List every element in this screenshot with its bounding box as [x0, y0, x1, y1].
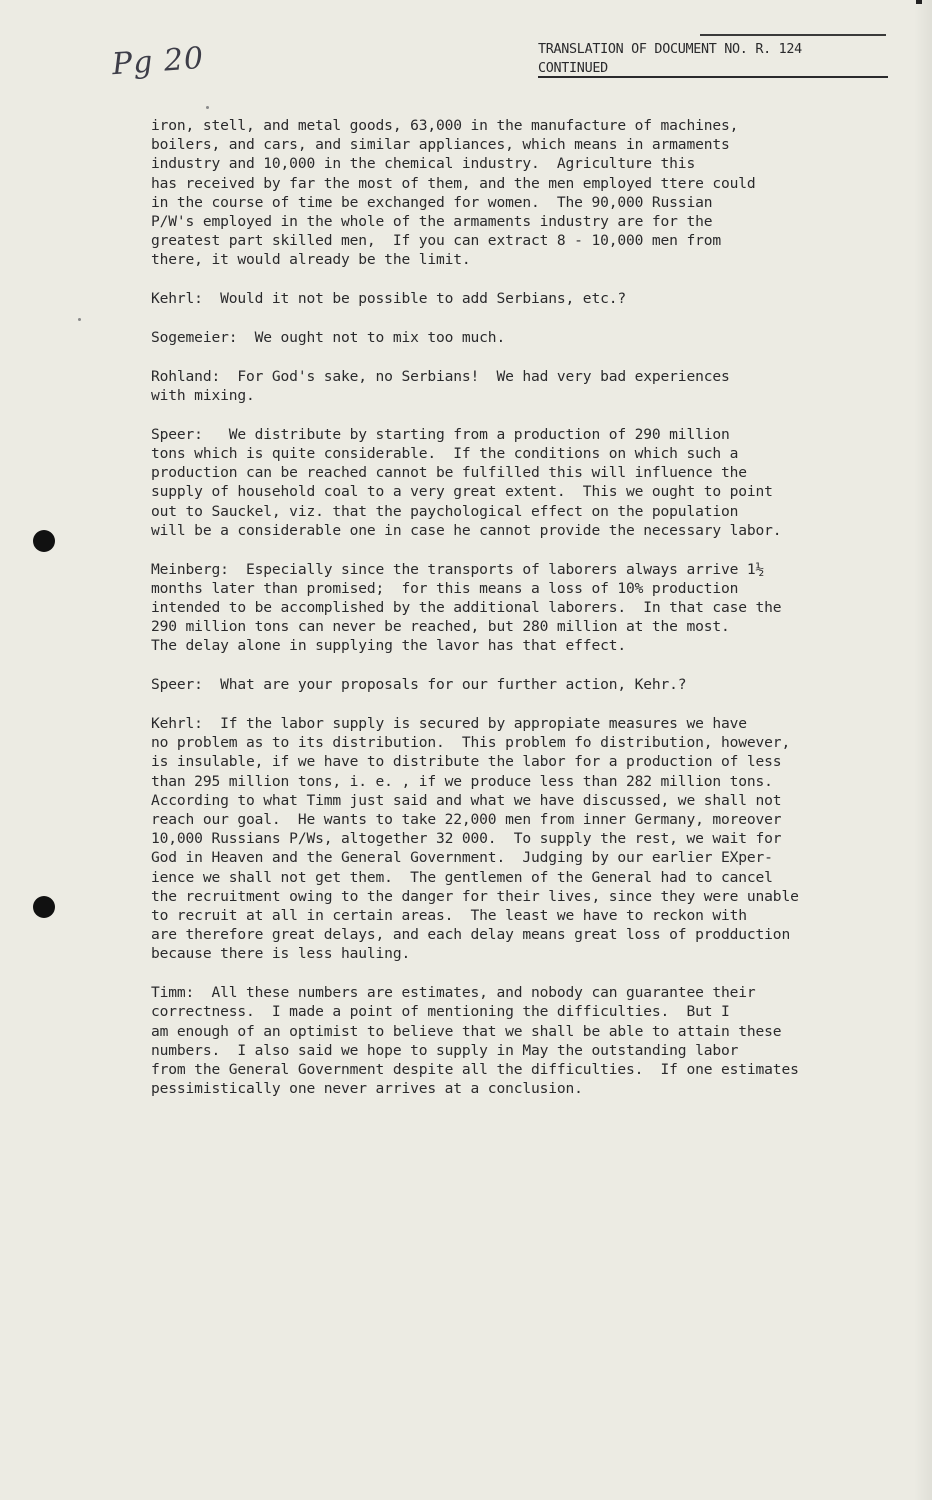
- text-line: Sogemeier: We ought not to mix too much.: [151, 329, 506, 347]
- paper-fleck: [78, 318, 81, 321]
- header-title: TRANSLATION OF DOCUMENT NO. R. 124: [538, 42, 802, 57]
- paragraph-1: [151, 116, 881, 270]
- text-line: am enough of an optimist to believe that we shall be able to attain these: [151, 1022, 782, 1040]
- text-line: Kehrl: If the labor supply is secured by appropiate measures we have: [151, 715, 747, 733]
- paragraph-rohland: [151, 367, 881, 405]
- text-line: Timm: All these numbers are estimates, and nobody can guarantee their: [151, 984, 756, 1002]
- text-line: The delay alone in supplying the lavor has that effect.: [151, 637, 626, 655]
- text-line: than 295 million tons, i. e. , if we produce less than 282 million tons.: [151, 772, 773, 790]
- text-line: iron, stell, and metal goods, 63,000 in the manufacture of machines,: [151, 117, 739, 134]
- text-line: 290 million tons can never be reached, but 280 million at the most.: [151, 618, 730, 636]
- text-line: intended to be accomplished by the additional laborers. In that case the: [151, 599, 782, 617]
- text-line: no problem as to its distribution. This problem fo distribution, however,: [151, 734, 791, 752]
- text-line: Speer: What are your proposals for our further action, Kehr.?: [151, 676, 687, 694]
- corner-mark: [916, 0, 922, 4]
- text-line: Kehrl: Would it not be possible to add Serbians, etc.?: [151, 290, 626, 308]
- punch-hole: [33, 896, 55, 918]
- text-line: According to what Timm just said and what we have discussed, we shall not: [151, 791, 782, 809]
- document-header: [538, 40, 888, 78]
- text-line: boilers, and cars, and similar appliances, which means in armaments: [151, 136, 730, 154]
- text-line: will be a considerable one in case he cannot provide the necessary labor.: [151, 521, 782, 539]
- paragraph-sogemeier: [151, 328, 881, 347]
- text-line: ience we shall not get them. The gentlemen of the General had to cancel: [151, 868, 773, 886]
- text-line: Speer: We distribute by starting from a production of 290 million: [151, 425, 730, 443]
- paragraph-kehrl-labor: [151, 714, 881, 964]
- text-line: are therefore great delays, and each delay means great loss of prodduction: [151, 926, 791, 944]
- header-continued: CONTINUED: [538, 61, 608, 76]
- text-line: God in Heaven and the General Government. Judging by our earlier EXper-: [151, 849, 773, 867]
- text-line: industry and 10,000 in the chemical industry. Agriculture this: [151, 155, 696, 173]
- paragraph-speer-distribution: [151, 425, 881, 540]
- text-line: has received by far the most of them, and the men employed ttere could: [151, 174, 756, 192]
- text-line: out to Sauckel, viz. that the paychological effect on the population: [151, 502, 739, 520]
- text-line: there, it would already be the limit.: [151, 251, 471, 269]
- text-line: Rohland: For God's sake, no Serbians! We had very bad experiences: [151, 367, 730, 385]
- paper-edge-shadow: [914, 0, 932, 1500]
- handwritten-page-note: Pg 20: [110, 40, 206, 83]
- text-line: reach our goal. He wants to take 22,000 men from inner Germany, moreover: [151, 811, 782, 829]
- text-line: production can be reached cannot be fulfilled this will influence the: [151, 464, 747, 482]
- text-line: is insulable, if we have to distribute the labor for a production of less: [151, 753, 782, 771]
- paragraph-kehrl-question: [151, 289, 881, 308]
- punch-hole: [33, 530, 55, 552]
- text-line: greatest part skilled men, If you can extract 8 - 10,000 men from: [151, 232, 721, 250]
- top-rule: [700, 34, 886, 36]
- text-line: numbers. I also said we hope to supply in May the outstanding labor: [151, 1041, 739, 1059]
- text-line: correctness. I made a point of mentioning the difficulties. But I: [151, 1003, 730, 1021]
- transcript-body: [151, 116, 881, 1118]
- text-line: with mixing.: [151, 387, 255, 405]
- text-line: the recruitment owing to the danger for their lives, since they were unable: [151, 887, 799, 905]
- paragraph-speer-proposals: [151, 675, 881, 694]
- text-line: to recruit at all in certain areas. The least we have to reckon with: [151, 907, 747, 925]
- paragraph-timm: [151, 983, 881, 1098]
- text-line: pessimistically one never arrives at a conclusion.: [151, 1080, 583, 1098]
- text-line: supply of household coal to a very great extent. This we ought to point: [151, 483, 773, 501]
- text-line: tons which is quite considerable. If the conditions on which such a: [151, 445, 739, 463]
- text-line: 10,000 Russians P/Ws, altogether 32 000. To supply the rest, we wait for: [151, 830, 782, 848]
- paper-fleck: [206, 106, 209, 109]
- text-line: from the General Government despite all the difficulties. If one estimates: [151, 1061, 799, 1079]
- text-line: because there is less hauling.: [151, 945, 411, 963]
- text-line: in the course of time be exchanged for women. The 90,000 Russian: [151, 193, 713, 211]
- header-underline: [538, 76, 888, 78]
- text-line: months later than promised; for this means a loss of 10% production: [151, 579, 739, 597]
- text-line: P/W's employed in the whole of the armaments industry are for the: [151, 213, 713, 231]
- paragraph-meinberg: [151, 560, 881, 656]
- text-line: Meinberg: Especially since the transports of laborers always arrive 1½: [151, 560, 765, 578]
